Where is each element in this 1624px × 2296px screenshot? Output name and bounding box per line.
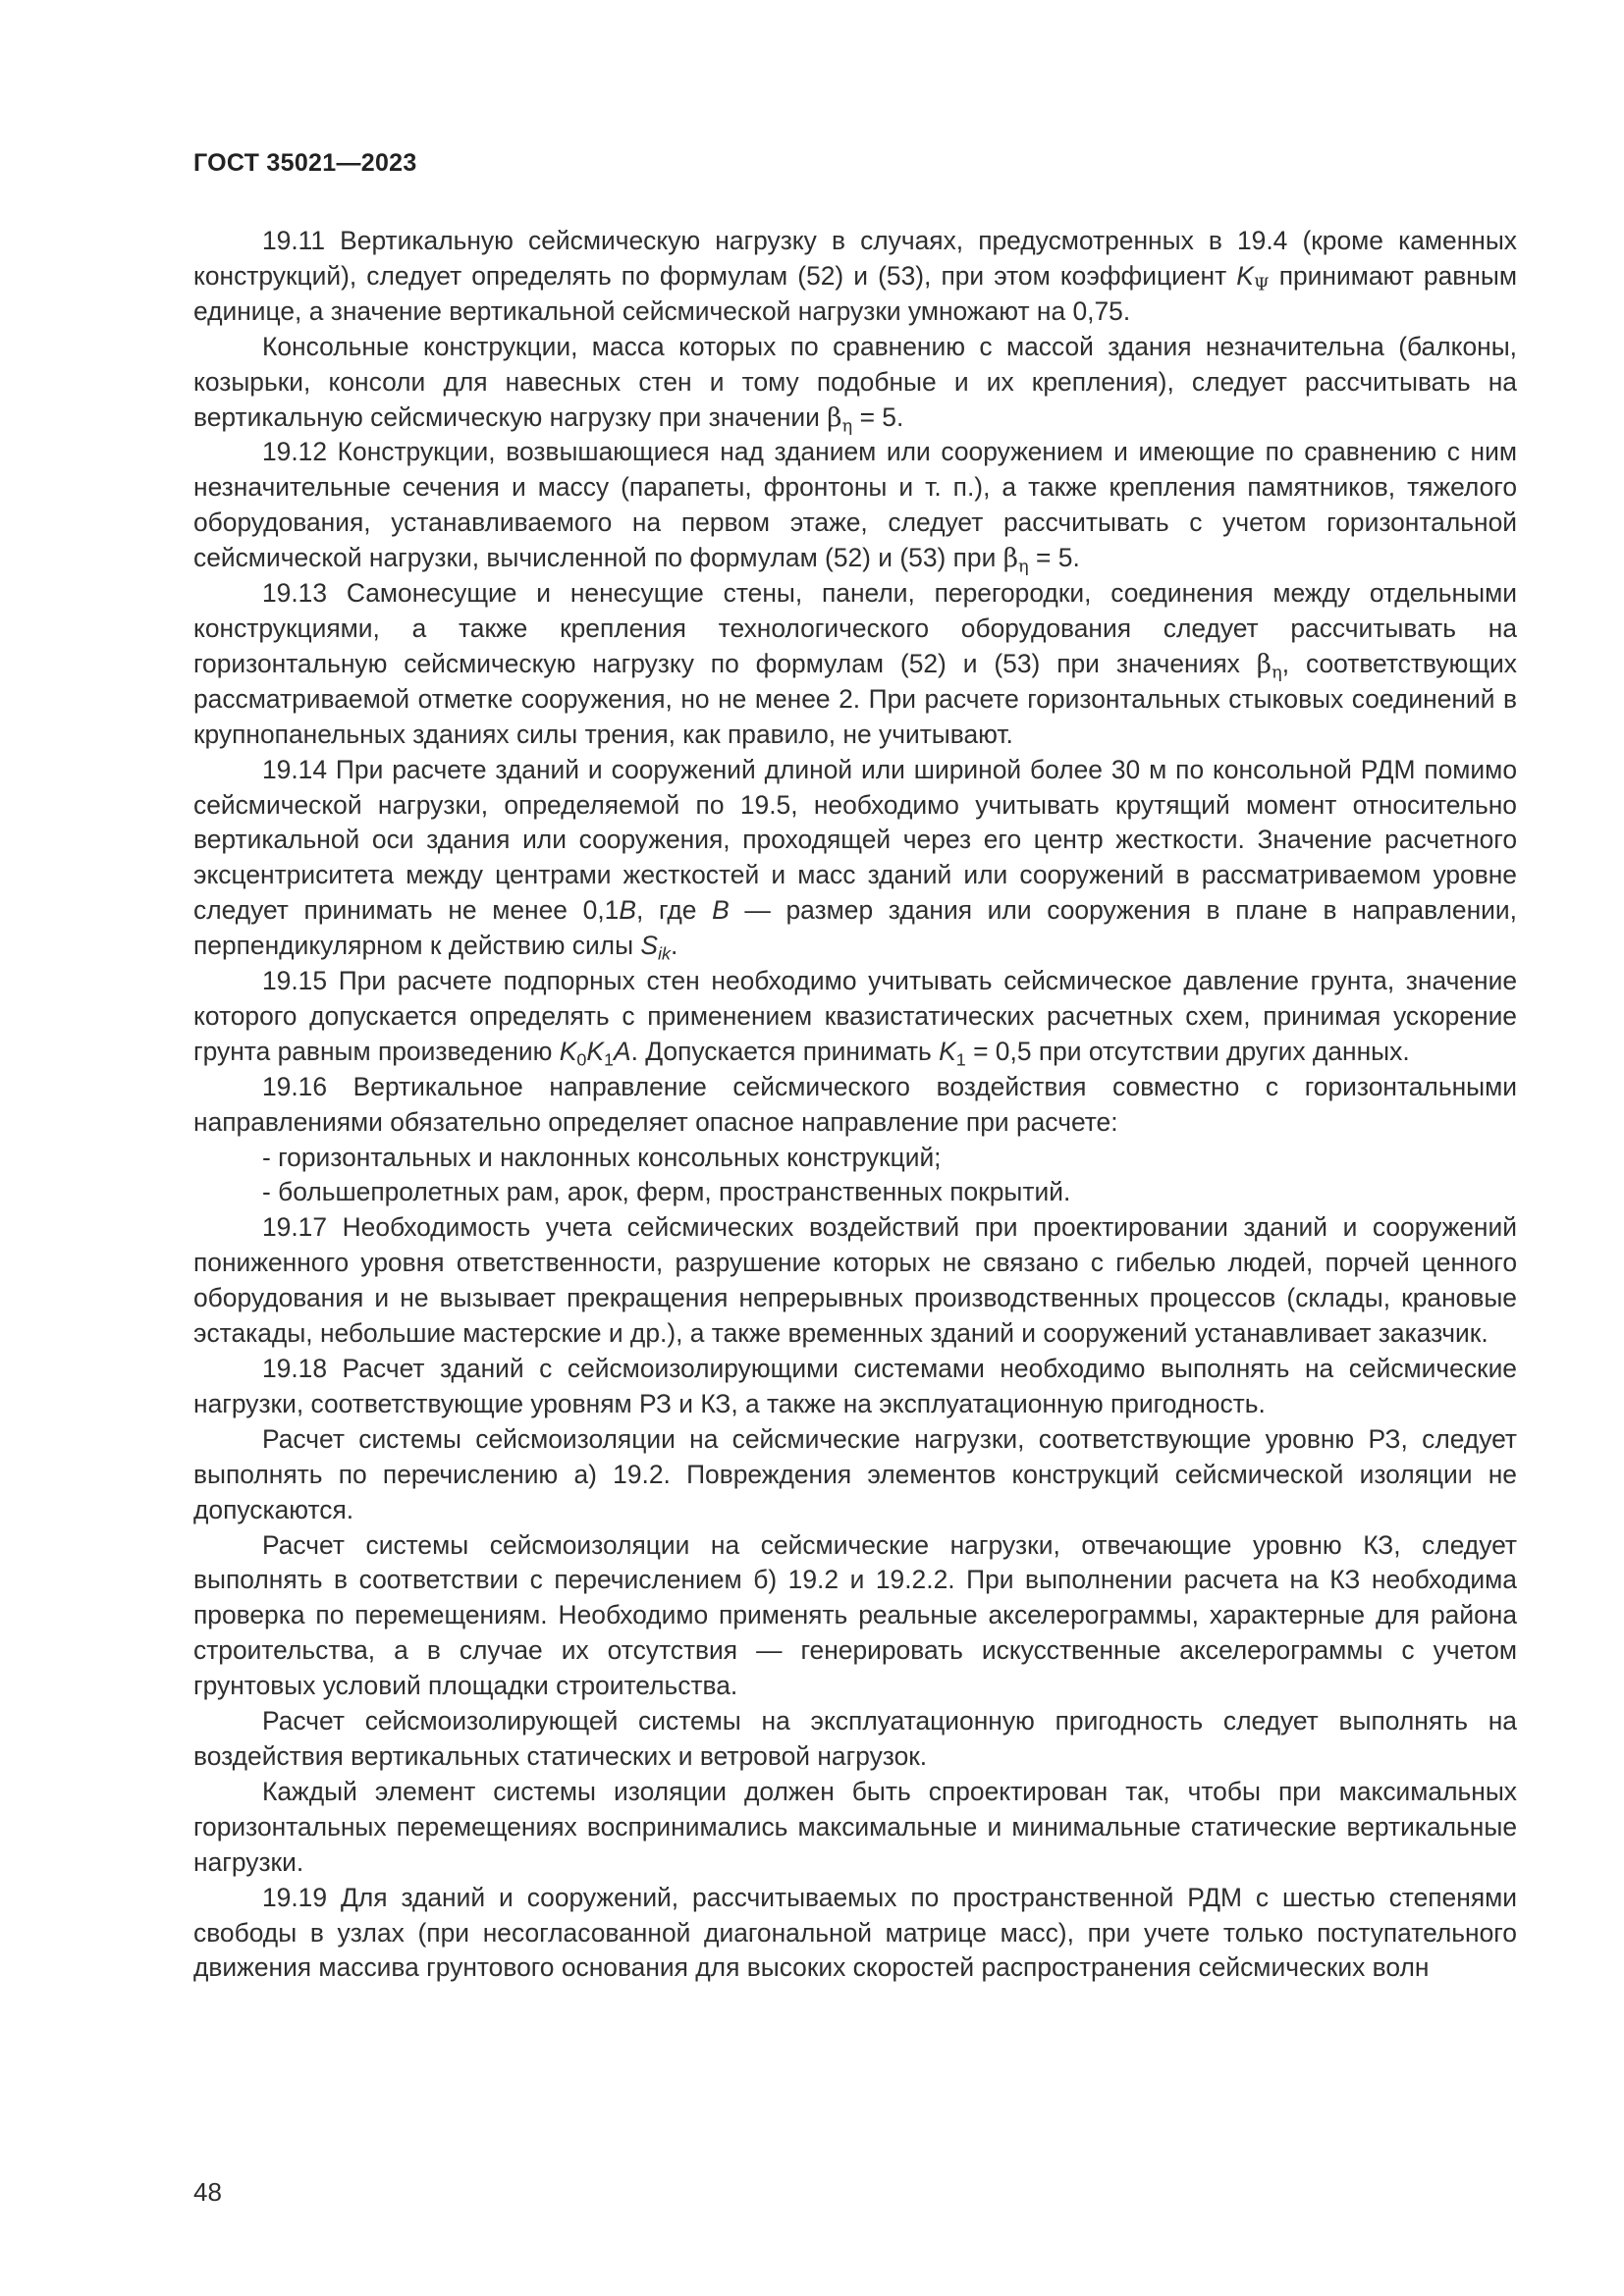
document-header: ГОСТ 35021—2023	[193, 149, 417, 177]
paragraph-serviceability: Расчет сейсмоизолирующей системы на эксплуатационную пригодность следует выполнять на воздействия вертикальных статических и ветровой нагрузок.	[193, 1706, 1517, 1771]
subscript-psi: Ψ	[1253, 274, 1270, 295]
subscript-1: 1	[604, 1049, 614, 1070]
text-run: = 0,5 при отсутствии других данных.	[965, 1036, 1410, 1066]
symbol-k: K	[586, 1036, 604, 1066]
symbol-k: K	[1236, 260, 1254, 291]
text-run: . Допускается принимать	[630, 1036, 940, 1066]
text-run: — размер здания или сооружения в плане в направлении, перпендикулярном к действию силы	[193, 895, 1517, 961]
subscript-1: 1	[955, 1049, 966, 1070]
text-run: = 5.	[1028, 543, 1080, 573]
list-item: - большепролетных рам, арок, ферм, пространственных покрытий.	[262, 1177, 1071, 1207]
symbol-beta: β	[1002, 543, 1018, 574]
subscript-eta: η	[1017, 556, 1029, 577]
document-body	[193, 224, 1517, 1986]
text-run: 19.13 Самонесущие и ненесущие стены, панели, перегородки, соединения между отдельными конструкциями, а также крепления технологического оборудования следует рассчитывать на горизонтальную сейсмическую нагрузку по формулам (52) и (53) при значениях	[193, 578, 1517, 678]
symbol-k: K	[939, 1036, 956, 1066]
subscript-eta: η	[1271, 662, 1282, 683]
subscript-ik: ik	[658, 943, 671, 964]
text-run: , соответствующих рассматриваемой отметке сооружения, но не менее 2. При расчете горизонтальных стыковых соединений в крупнопанельных зданиях силы трения, как правило, не учитывают.	[193, 648, 1517, 749]
text-run: = 5.	[852, 401, 904, 432]
paragraph-19-13	[193, 576, 1517, 753]
text-run: 19.12 Конструкции, возвышающиеся над зданием или сооружением и имеющие по сравнению с ним незначительные сечения и массу (парапеты, фронтоны и т. п.), а также крепления памятников, тяжелого оборудования, устанавливаемого на первом этаже, следует рассчитывать с учетом горизонтальной сейсмической нагрузки, вычисленной по формулам (52) и (53) при	[193, 437, 1517, 573]
paragraph-19-16: 19.16 Вертикальное направление сейсмического воздействия совместно с горизонтальными направлениями обязательно определяет опасное направление при расчете:	[193, 1071, 1517, 1137]
subscript-0: 0	[576, 1049, 587, 1070]
text-run: 19.15 При расчете подпорных стен необходимо учитывать сейсмическое давление грунта, значение которого допускается определять с применением квазистатических расчетных схем, принимая ускорение грунта равным произведению	[193, 966, 1517, 1066]
text-run: 19.11 Вертикальную сейсмическую нагрузку в случаях, предусмотренных в 19.4 (кроме каменных конструкций), следует определять по формулам (52) и (53), при этом коэффициент	[193, 226, 1517, 291]
text-run: Консольные конструкции, масса которых по сравнению с массой здания незначительна (балконы, козырьки, консоли для навесных стен и тому подобные и их крепления), следует рассчитывать на вертикальную сейсмическую нагрузку при значении	[193, 331, 1517, 432]
paragraph-19-19: 19.19 Для зданий и сооружений, рассчитываемых по пространственной РДМ с шестью степенями свободы в узлах (при несогласованной диагональной матрице масс), при учете только поступательного движения массива грунтового основания для высоких скоростей распространения сейсмических волн	[193, 1882, 1517, 1983]
paragraph-19-15	[193, 964, 1517, 1070]
paragraph-19-11	[193, 224, 1517, 330]
paragraph-19-17: 19.17 Необходимость учета сейсмических воздействий при проектировании зданий и сооружений пониженного уровня ответственности, разрушение которых не связано с гибелью людей, порчей ценного оборудования и не вызывает прекращения непрерывных производственных процессов (склады, крановые эстакады, небольшие мастерские и др.), а также временных зданий и сооружений устанавливает заказчик.	[193, 1212, 1517, 1349]
paragraph-19-14	[193, 753, 1517, 964]
symbol-beta: β	[827, 401, 842, 433]
paragraph-console-structures	[193, 330, 1517, 436]
list-item: - горизонтальных и наклонных консольных конструкций;	[262, 1142, 942, 1172]
text-run: принимают равным единице, а значение вертикальной сейсмической нагрузки умножают на 0,75.	[193, 260, 1517, 326]
symbol-a: A	[613, 1036, 631, 1066]
text-run: 19.14 При расчете зданий и сооружений длиной или шириной более 30 м по консольной РДМ помимо сейсмической нагрузки, определяемой по 19.5, необходимо учитывать крутящий момент относительно вертикальной оси здания или сооружения, проходящей через его центр жесткости. Значение расчетного эксцентриситета между центрами жесткостей и масс зданий или сооружений в рассматриваемом уровне следует принимать не менее 0,1	[193, 754, 1517, 926]
symbol-b: B	[619, 895, 636, 926]
subscript-eta: η	[841, 414, 853, 436]
paragraph-19-18: 19.18 Расчет зданий с сейсмоизолирующими системами необходимо выполнять на сейсмические нагрузки, соответствующие уровням РЗ и КЗ, а также на эксплуатационную пригодность.	[193, 1354, 1517, 1418]
paragraph-rz-calculation: Расчет системы сейсмоизоляции на сейсмические нагрузки, соответствующие уровню РЗ, следует выполнять по перечислению а) 19.2. Повреждения элементов конструкций сейсмической изоляции не допускаются.	[193, 1423, 1517, 1524]
text-run: , где	[635, 895, 713, 926]
paragraph-19-12	[193, 435, 1517, 576]
paragraph-isolation-element: Каждый элемент системы изоляции должен быть спроектирован так, чтобы при максимальных горизонтальных перемещениях воспринимались максимальные и минимальные статические вертикальные нагрузки.	[193, 1776, 1517, 1877]
symbol-beta: β	[1256, 648, 1272, 679]
paragraph-kz-calculation: Расчет системы сейсмоизоляции на сейсмические нагрузки, отвечающие уровню КЗ, следует выполнять в соответствии с перечислением б) 19.2 и 19.2.2. При выполнении расчета на КЗ необходима проверка по перемещениям. Необходимо применять реальные акселерограммы, характерные для района строительства, а в случае их отсутствия — генерировать искусственные акселерограммы с учетом грунтовых условий площадки строительства.	[193, 1529, 1517, 1701]
page-number: 48	[193, 2177, 222, 2207]
text-run: .	[670, 931, 678, 961]
symbol-b: B	[712, 895, 730, 926]
symbol-k: K	[559, 1036, 577, 1066]
symbol-s: S	[640, 931, 658, 961]
